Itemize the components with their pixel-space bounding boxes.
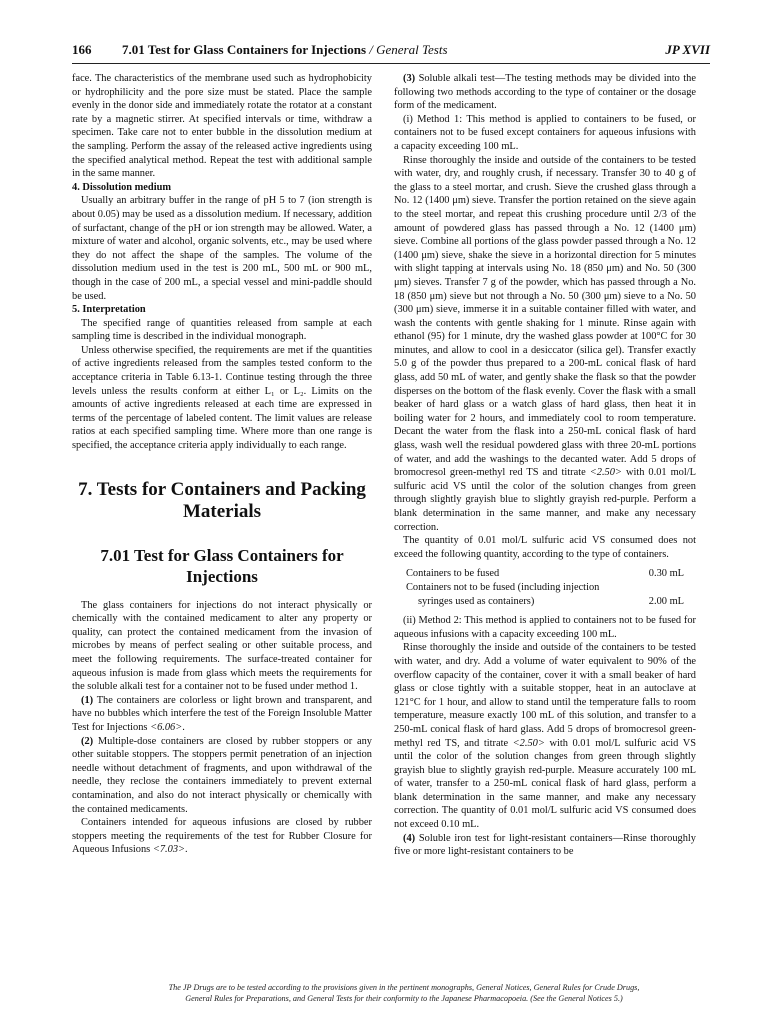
page-footer (100, 982, 708, 1004)
limits-table (406, 567, 696, 608)
item-number: (1) (81, 694, 94, 706)
list-item: (1) The containers are colorless or light brown and transparent, and have no bubbles which interfere the test of the Foreign Insoluble Matter Test for Injections <6.06>. (72, 694, 372, 733)
item-text: The containers are colorless or light brown and transparent, and have no bubbles which interfere the test of the Foreign Insoluble Matter Test for Injections (72, 694, 372, 733)
table-cell-label: Containers to be fused (406, 568, 500, 580)
table-cell-label: syringes used as containers) (418, 595, 535, 607)
item-text: Soluble alkali test—The testing methods may be divided into the following two methods according to the type of container or the dosage form of the medicament. (394, 73, 696, 112)
test-reference: <2.50> (512, 737, 545, 749)
header-rule (72, 63, 710, 64)
running-title-sub: / General Tests (369, 42, 448, 57)
item-number: (3) (403, 73, 416, 84)
paragraph-text: Containers intended for aqueous infusions are closed by rubber stoppers meeting the requirements of the test for Rubber Closure for Aqueous Infusions (72, 817, 372, 856)
footer-line: The JP Drugs are to be tested according to the provisions given in the pertinent monographs, General Notices, General Rules for Crude Drugs, (168, 983, 640, 992)
table-row (406, 567, 696, 581)
paragraph: The quantity of 0.01 mol/L sulfuric acid VS consumed does not exceed the following quantity, according to the type of containers. (394, 535, 696, 560)
chapter-heading: 7. Tests for Containers and Packing Materials (78, 478, 366, 522)
test-reference: <6.06> (150, 721, 183, 733)
list-item (394, 832, 696, 859)
paragraph (394, 641, 696, 831)
item-number: (4) (403, 832, 416, 844)
item-text: Multiple-dose containers are closed by rubber stoppers or any other suitable stoppers. The stoppers permit penetration of an injection needle without detachment of fragments, and upon withdrawal of the needle, they reclose the containers immediately to prevent external contamination, and also do not interact physically or chemically with the contained medicaments. (72, 735, 372, 815)
test-reference: <7.03> (152, 844, 186, 856)
running-title (122, 42, 448, 58)
running-title-main: 7.01 Test for Glass Containers for Injections (122, 42, 366, 57)
page-number: 166 (72, 42, 92, 57)
list-item (394, 72, 696, 113)
list-item (72, 735, 372, 817)
item-text: Soluble iron test for light-resistant containers—Rinse thoroughly five or more light-resistant containers to be (394, 832, 696, 858)
paragraph: The glass containers for injections do not interact physically or chemically with the contained medicament to alter any property or quality, can protect the contained medicament from the invasion of microbes by means of perfect sealing or other suitable process, and meet the following requirements. The surface-treated container for aqueous infusion is made from glass which meets the requirements for the soluble alkali test for a container not to be fused under method 1. (72, 599, 372, 693)
paragraph-text: with 0.01 mol/L sulfuric acid VS until the color of the solution changes from green through slightly grayish blue to slightly grayish red-purple. Perform a blank determination in the same manner, and make any necessary correction. (394, 467, 696, 533)
running-header (72, 42, 710, 64)
table-cell-value: 2.00 mL (648, 595, 684, 607)
item-number: (2) (81, 735, 94, 747)
table-row (406, 581, 696, 595)
footer-line: General Rules for Preparations, and General Tests for their conformity to the Japanese Pharmacopoeia. (See the General Notices 5.) (185, 994, 623, 1003)
paragraph: Unless otherwise specified, the requirements are met if the quantities of active ingredients released from the samples tested conform to the acceptance criteria in Table 6.13-1. Continue testing through the three levels unless the results conform at either L₁ or L₂. Limits on the amounts of active ingredients released at each time are expressed in terms of the percentage of labeled content. The limit values are release ratios at each specified sampling time. Where more than one range is specified, the acceptance criteria apply individually to each range. (72, 344, 372, 452)
paragraph: Usually an arbitrary buffer in the range of pH 5 to 7 (ion strength is about 0.05) may be used as a dissolution medium. If necessary, addition of surfactant, change of the pH or ion strength may be allowed. Water, a mixture of water and alcohol, organic solvents, etc., may be used where they do not affect the shape of the samples. The volume of the dissolution medium used in the test is 200 mL, 500 mL or 900 mL, though in the case of 200 mL, a special vessel and mini-paddle should be used. (72, 195, 372, 302)
paragraph: (i) Method 1: This method is applied to containers to be fused, or containers not to be fused except containers for aqueous infusions with a capacity exceeding 100 mL. (394, 113, 696, 152)
table-cell-label: Containers not to be fused (including injection (406, 581, 600, 593)
test-reference: <2.50> (589, 467, 622, 479)
section-heading-dissolution-medium: 4. Dissolution medium (72, 181, 172, 193)
right-column (394, 72, 696, 859)
paragraph-text: Rinse thoroughly the inside and outside of the containers to be tested with water, and dry. Add a volume of water equivalent to 90% of the overflow capacity of the container, cover it with a small beaker of hard glass or close tightly with a suitable stopper, heat in an autoclave at 121°C for 1 hour, and allow to stand until the temperature falls to room temperature, measure exactly 100 mL of this solution, and transfer to a 250-mL conical flask of hard glass. Add 5 drops of bromocresol green-methyl red TS, and titrate (394, 642, 696, 749)
edition-label: JP XVII (665, 42, 710, 57)
table-row (406, 595, 696, 609)
paragraph-text: Rinse thoroughly the inside and outside of the containers to be tested with water, dry, and roughly crush, if necessary. Transfer 30 to 40 g of the glass to a steel mortar, and crush. Sieve the crushed glass through a No. 12 (1400 μm) sieve. Transfer the portion retained on the sieve again to the steel mortar, and repeat this crushing procedure until 2/3 of the amount of powdered glass has passed through a No. 12 (1400 μm) sieve. Combine all portions of the glass powder passed through a No. 12 (1400 μm) sieve, shake the sieve in a horizontal direction for 5 minutes with slight tapping at intervals using No. 18 (850 μm) and No. 50 (300 μm) sieves. Transfer 7 g of the powder, which has passed through a No. 18 (850 μm) sieve but not through a No. 50 (300 μm) sieve to a No. 50 (300 μm) sieve, immerse it in a suitable container filled with water, and wash the contents with gentle shaking for 1 minute. Rinse again with ethanol (95) for 1 minute, dry the washed glass powder at 100°C for 30 minutes, and allow to cool in a desiccator (silica gel). Transfer exactly 5.0 g of the powder thus prepared to a 200-mL conical flask of hard glass, add 50 mL of water, and gently shake the flask so that the powder disperses on the bottom of the flask evenly. Cover the flask with a small beaker of hard glass or a watch glass of hard glass, then heat it in boiling water for 2 hours, and immediately cool to room temperature. Decant the water from the flask into a 250-mL conical flask of hard glass, wash well the residual powdered glass with three 20-mL portions of water, and add the washings to the decanted water. Add 5 drops of bromocresol green-methyl red TS and titrate (394, 154, 696, 479)
paragraph: (ii) Method 2: This method is applied to containers not to be fused for aqueous infusions with a capacity exceeding 100 mL. (394, 615, 696, 640)
paragraph: Containers intended for aqueous infusions are closed by rubber stoppers meeting the requirements of the test for Rubber Closure for Aqueous Infusions <7.03>. (72, 817, 372, 856)
table-cell-value: 0.30 mL (648, 568, 684, 580)
paragraph (394, 154, 696, 535)
section-heading-glass-containers: 7.01 Test for Glass Containers for Injections (100, 545, 344, 586)
paragraph-text: with 0.01 mol/L sulfuric acid VS until the color of the solution changes from green through slightly grayish blue to slightly grayish red-purple. Measure accurately 100 mL of water, transfer to a 250-mL conical flask of hard glass, perform a blank determination in the same manner, and make any necessary correction. The quantity of 0.01 mol/L sulfuric acid VS consumed does not exceed 0.10 mL. (394, 737, 696, 831)
left-column (72, 72, 372, 857)
paragraph: The specified range of quantities released from sample at each sampling time is described in the individual monograph. (72, 317, 372, 343)
paragraph: face. The characteristics of the membrane used such as hydrophobicity or hydrophilicity and the pore size must be stated. Place the sample evenly in the donor side and immediately rotate the rotator at a constant rate by a magnetic stirrer. At specified intervals or time, withdraw a specimen. Take care not to enter bubble in the dissolution medium at the sampling. Perform the assay of the released active ingredients using the specified analytical method. Repeat the test with additional sample in the same manner. (72, 73, 372, 180)
section-heading-interpretation: 5. Interpretation (72, 304, 146, 316)
